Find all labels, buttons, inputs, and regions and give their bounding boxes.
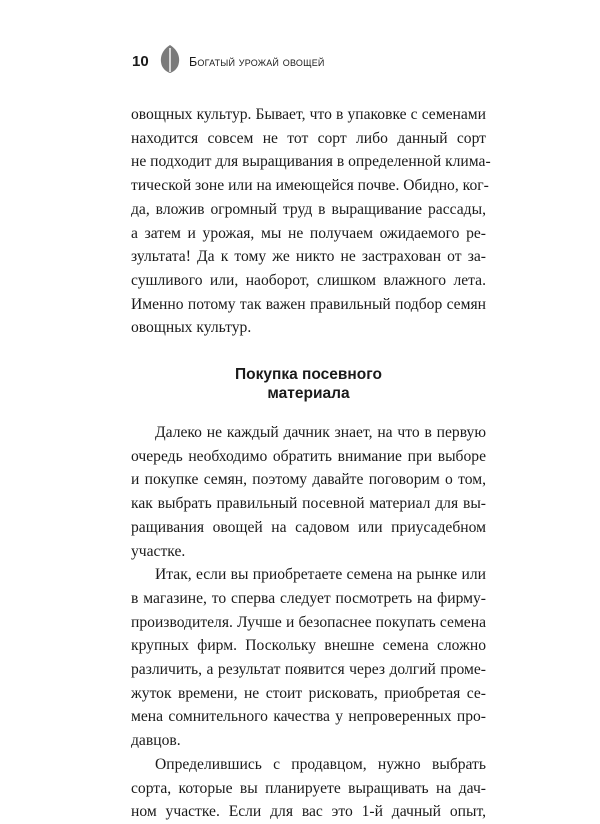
text-line: овощных культур. Бывает, что в упаковке с семенами bbox=[131, 106, 486, 123]
text-line: Именно потому так важен правильный подбор семян bbox=[131, 295, 486, 313]
text-line: давцов. bbox=[131, 732, 181, 750]
text-line: крупных фирм. Поскольку внешне семена сложно bbox=[131, 637, 486, 655]
text-line: и покупке семян, поэтому давайте поговорим о том, bbox=[131, 471, 486, 489]
section-heading bbox=[131, 365, 486, 403]
text-line: ращивания овощей на садовом или приусадебном bbox=[131, 518, 486, 536]
text-line: сорта, которые вы планируете выращивать на дач- bbox=[131, 779, 486, 797]
heading-line-1: Покупка посевного bbox=[235, 366, 382, 384]
leaf-icon bbox=[159, 44, 181, 74]
text-line: участке. bbox=[131, 542, 186, 560]
text-line: очередь необходимо обратить внимание при выборе bbox=[131, 447, 486, 465]
text-line: как выбрать правильный посевной материал для вы- bbox=[131, 495, 486, 513]
page-body bbox=[131, 103, 491, 824]
paragraph-2 bbox=[131, 421, 486, 563]
text-line: ном участке. Если для вас это 1-й дачный опыт, bbox=[131, 803, 486, 821]
text-line: Далеко не каждый дачник знает, на что в первую bbox=[155, 424, 486, 442]
paragraph-3 bbox=[131, 563, 486, 753]
text-line: сушливого или, наоборот, слишком влажного лета. bbox=[131, 271, 486, 289]
text-line: зультата! Да к тому же никто не застрахован от за- bbox=[131, 248, 486, 266]
page-number: 10 bbox=[132, 53, 149, 70]
text-line: производителя. Лучше и безопаснее покупать семена bbox=[131, 613, 486, 631]
text-line: Определившись с продавцом, нужно выбрать bbox=[155, 755, 486, 773]
text-line: различить, а результат появится через долгий проме- bbox=[131, 661, 486, 679]
text-line: в магазине, то сперва следует посмотреть на фирму- bbox=[131, 589, 486, 607]
text-line: тической зоне или на имеющейся почве. Обидно, ког- bbox=[131, 177, 489, 195]
text-line: овощных культур. bbox=[131, 319, 252, 337]
text-line: находится совсем не тот сорт либо данный сорт bbox=[131, 129, 486, 147]
heading-line-2: материала bbox=[267, 385, 350, 403]
text-line: а затем и урожая, мы не получаем ожидаемого ре- bbox=[131, 224, 486, 242]
text-line: не подходит для выращивания в определенной клима- bbox=[131, 153, 491, 171]
text-line: Итак, если вы приобретаете семена на рынке или bbox=[155, 566, 486, 584]
paragraph-4 bbox=[131, 753, 486, 824]
page-header bbox=[132, 44, 532, 74]
text-line: мена сомнительного качества у непроверенных про- bbox=[131, 708, 486, 726]
text-line: жуток времени, не стоит рисковать, приобретая се- bbox=[131, 684, 486, 702]
paragraph-1 bbox=[131, 103, 491, 340]
running-head: Богатый урожай овощей bbox=[189, 55, 325, 69]
text-line: да, вложив огромный труд в выращивание рассады, bbox=[131, 200, 486, 218]
